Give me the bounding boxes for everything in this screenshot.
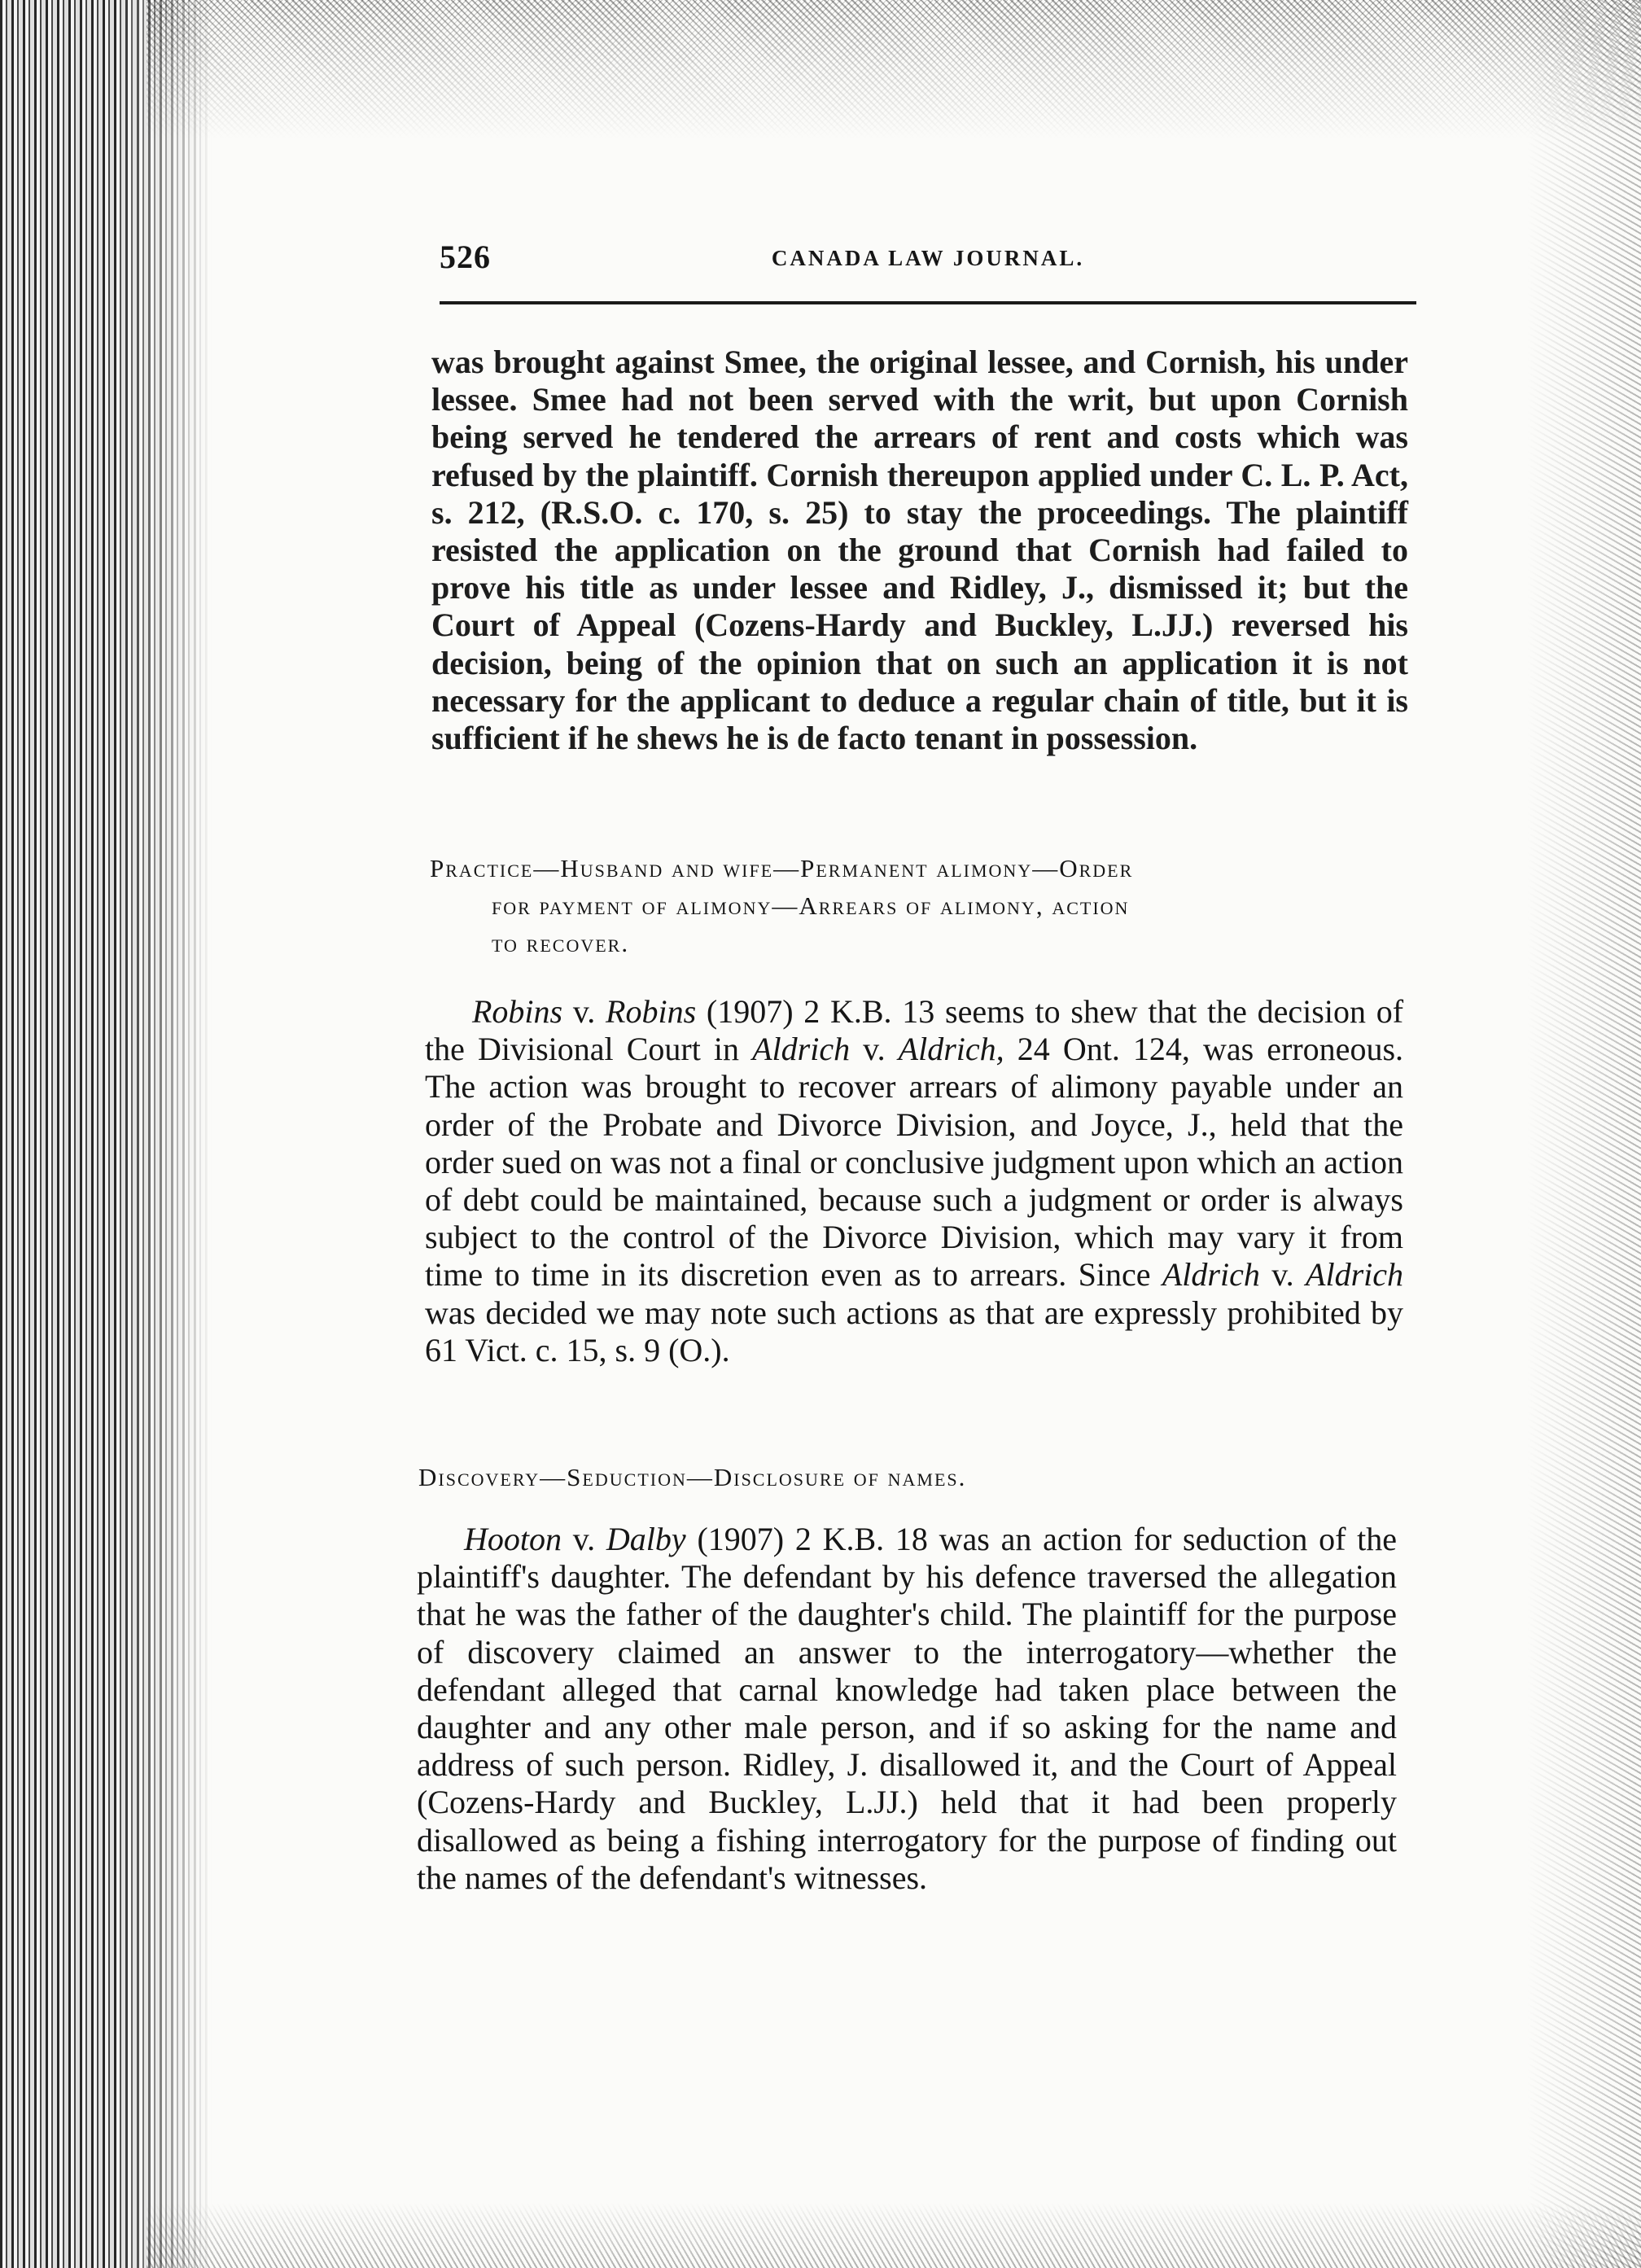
- continuation-paragraph: [431, 344, 1408, 757]
- scan-noise-bottom: [147, 2203, 1641, 2268]
- header-rule: [440, 301, 1416, 304]
- continuation-text: was brought against Smee, the original lessee, and Cornish, his under lessee. Smee had not been served with the writ, but upon Cornish being served he tendered the arrears of rent and costs which was refused by the plaintiff. Cornish thereupon applied under C. L. P. Act, s. 212, (R.S.O. c. 170, s. 25) to stay the proceedings. The plaintiff resisted the application on the ground that Cornish had failed to prove his title as under lessee and Ridley, J., dismissed it; but the Court of Appeal (Cozens-Hardy and Buckley, L.JJ.) reversed his decision, being of the opinion that on such an application it is not necessary for the applicant to deduce a regular chain of title, but it is sufficient if he shews he is de facto tenant in possession.: [431, 344, 1408, 757]
- versus: v.: [1259, 1256, 1306, 1294]
- case-name: Dalby: [606, 1521, 686, 1557]
- body-text: was decided we may note such actions as that are expressly prohibited by 61 Vict. c. 15, s. 9 (O.).: [425, 1294, 1403, 1368]
- practice-heading-line-1: Practice—Husband and wife—Permanent alimony—Order: [430, 854, 1134, 882]
- hooton-paragraph: [417, 1521, 1397, 1897]
- versus: v.: [562, 1521, 606, 1557]
- running-head: [440, 238, 1416, 287]
- robins-paragraph: [425, 993, 1403, 1369]
- body-text: 24 Ont. 124, was erroneous. The action was brought to recover arrears of alimony payable under an order of the Probate and Divorce Division, and Joyce, J., held that the order sued on was not a final or conclusive judgment upon which an action of debt could be maintained, because such a judgment or order is always subject to the control of the Divorce Division, which may vary it from time to time in its discretion even as to arrears. Since: [425, 1031, 1404, 1294]
- case-name: Hooton: [464, 1521, 562, 1557]
- case-name: Robins: [472, 993, 563, 1030]
- discovery-heading-line: Discovery—Seduction—Disclosure of names.: [418, 1463, 967, 1491]
- body-text: (1907) 2 K.B. 13 seems to shew that the decision of the Divisional Court in: [425, 993, 1404, 1068]
- case-name: Robins: [606, 993, 697, 1030]
- case-name: Aldrich,: [898, 1031, 1004, 1068]
- scan-noise-top: [147, 0, 1641, 138]
- body-text: (1907) 2 K.B. 18 was an action for seduction of the plaintiff's daughter. The defendant by his defence traversed the allegation that he was the father of the daughter's child. The plaintiff for the purpose of discovery claimed an answer to the interrogatory—whether the defendant alleged that carnal knowledge had taken place between the daughter and any other male person, and if so asking for the name and address of such person. Ridley, J. disallowed it, and the Court of Appeal (Cozens-Hardy and Buckley, L.JJ.) held that it had been properly disallowed as being a fishing interrogatory for the purpose of finding out the names of the defendant's witnesses.: [417, 1521, 1398, 1896]
- versus: v.: [562, 993, 606, 1030]
- journal-title: CANADA LAW JOURNAL.: [771, 246, 1085, 270]
- page-number: 526: [440, 239, 491, 275]
- practice-heading-line-3: to recover.: [492, 929, 630, 957]
- practice-heading-line-2: for payment of alimony—Arrears of alimony, action: [492, 891, 1130, 920]
- scan-shadow-left: [0, 0, 212, 2268]
- hooton-text: [417, 1521, 1397, 1897]
- case-name: Aldrich: [1306, 1256, 1403, 1294]
- robins-text: [425, 993, 1403, 1369]
- practice-heading: [430, 850, 1408, 962]
- discovery-heading: [418, 1459, 1407, 1496]
- case-name: Aldrich: [752, 1031, 851, 1068]
- versus: v.: [850, 1031, 899, 1068]
- case-name: Aldrich: [1162, 1256, 1260, 1294]
- scan-noise-right: [1527, 0, 1641, 2268]
